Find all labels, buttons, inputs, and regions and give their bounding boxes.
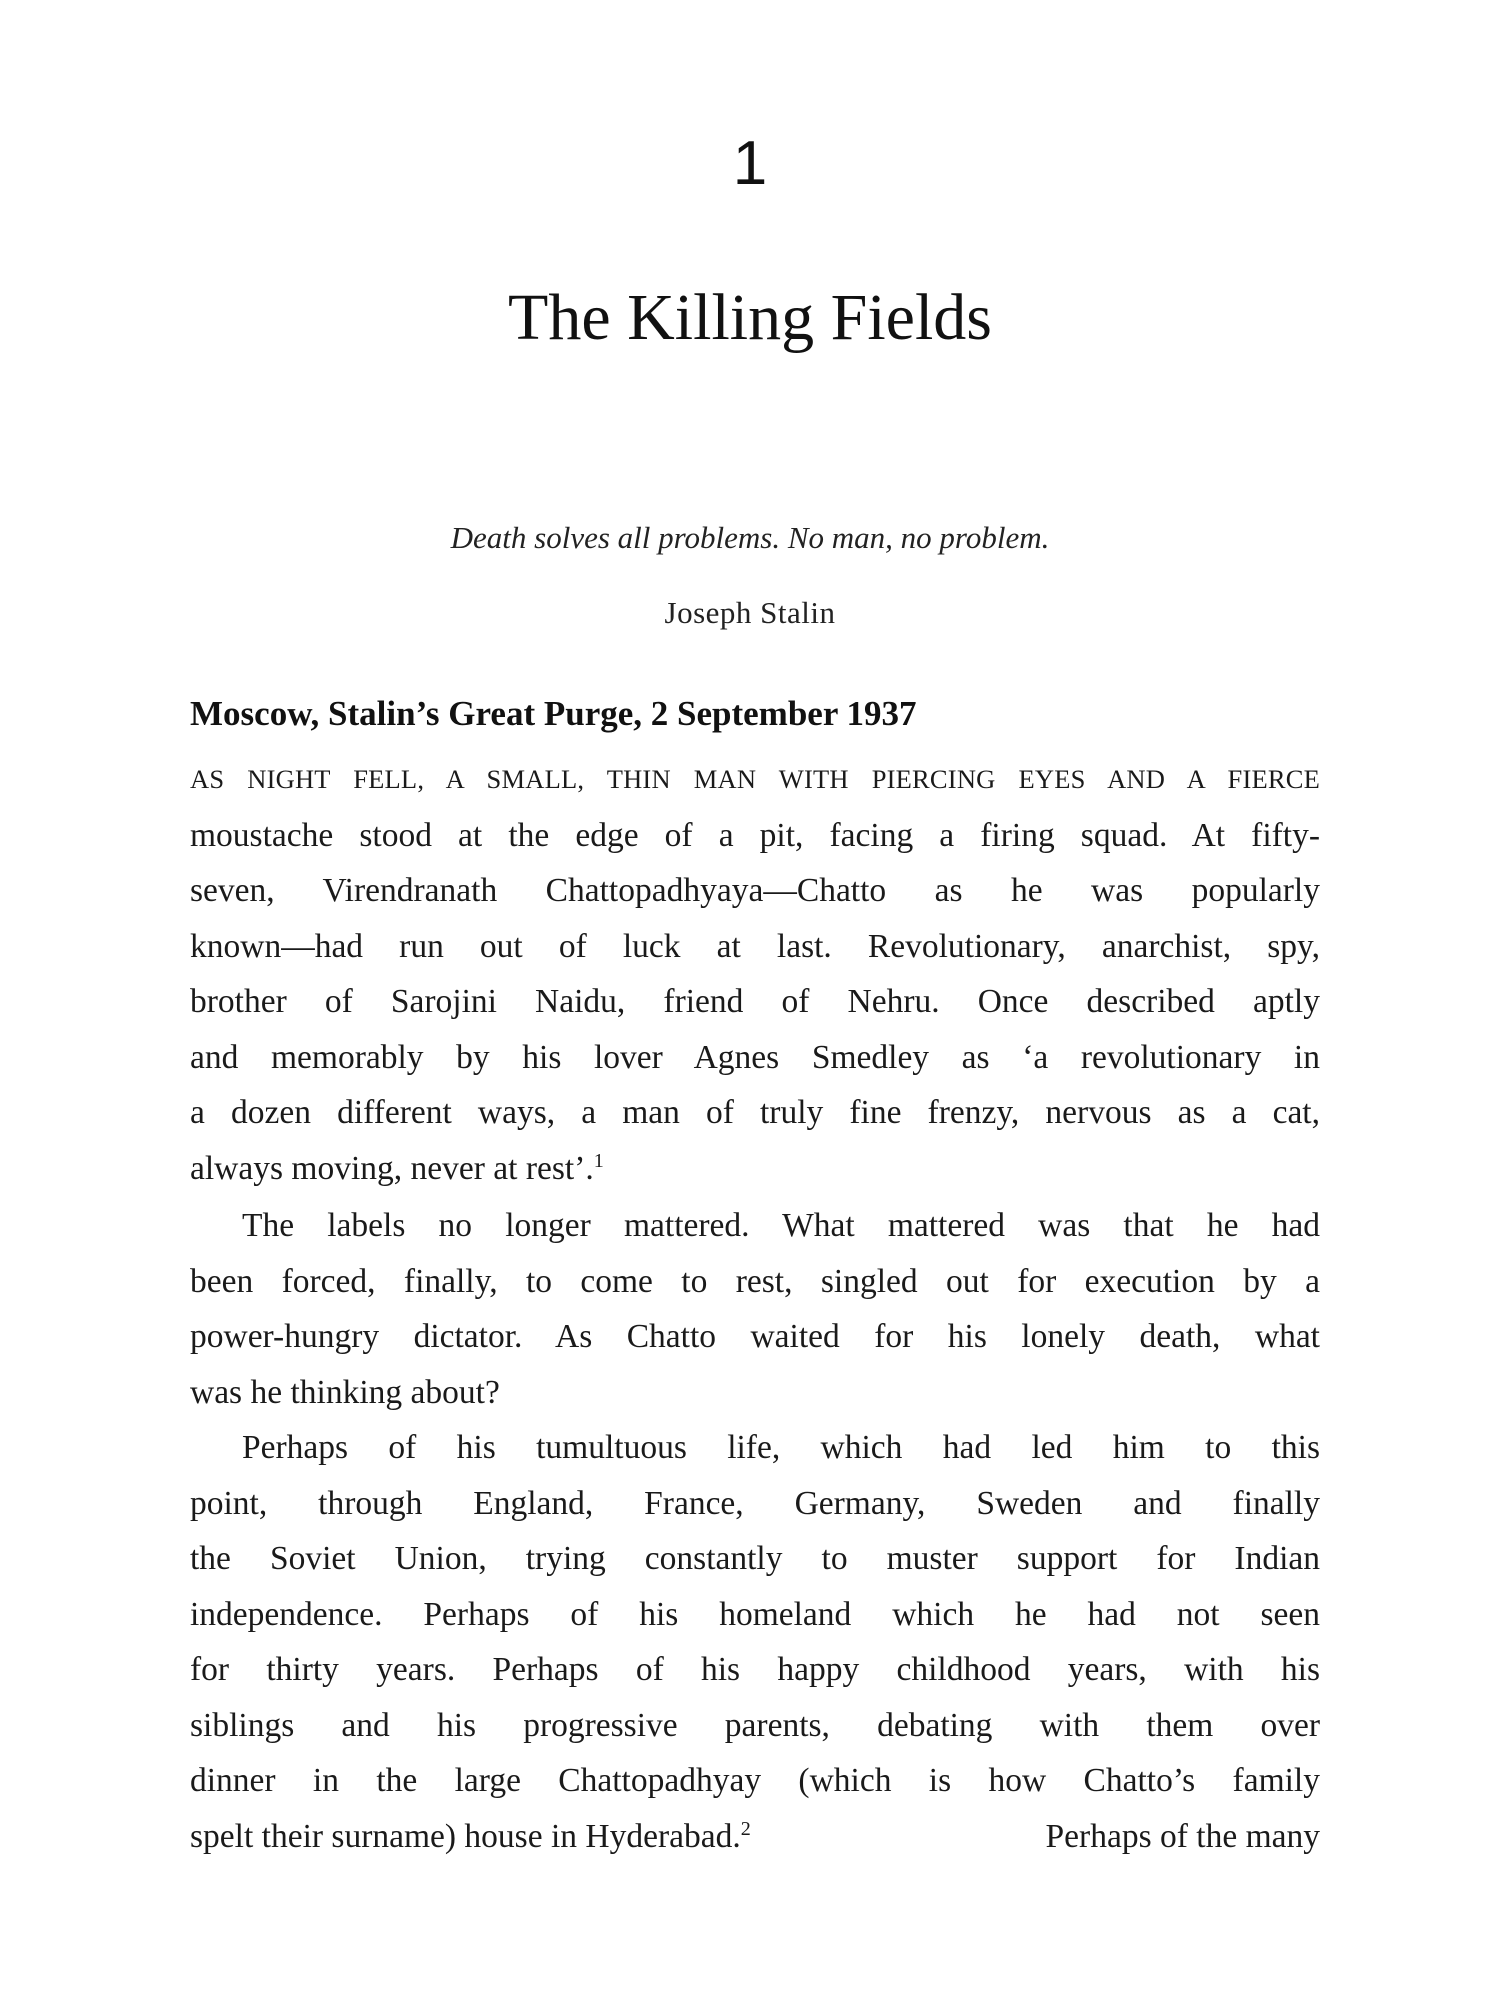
text-line: AS NIGHT FELL, A SMALL, THIN MAN WITH PIERCING EYES AND A FIERCE — [190, 764, 1320, 794]
text-line-content: always moving, never at rest’. — [190, 1149, 594, 1187]
chapter-number: 1 — [732, 129, 768, 198]
text-line: a dozen different ways, a man of truly fine frenzy, nervous as a cat, — [190, 1094, 1320, 1131]
text-line: known—had run out of luck at last. Revolutionary, anarchist, spy, — [190, 927, 1320, 965]
text-line — [190, 1141, 1320, 1197]
text-line: point, through England, France, Germany, Sweden and finally — [190, 1484, 1320, 1522]
text-line: the Soviet Union, trying constantly to muster support for Indian — [190, 1540, 1320, 1577]
text-line: been forced, finally, to come to rest, singled out for execution by a — [190, 1262, 1320, 1300]
text-line: power-hungry dictator. As Chatto waited for his lonely death, what — [190, 1318, 1320, 1355]
text-line: siblings and his progressive parents, debating with them over — [190, 1706, 1320, 1744]
section-heading: Moscow, Stalin’s Great Purge, 2 September 1937 — [190, 694, 917, 733]
paragraph-1 — [190, 752, 1320, 1196]
text-line: Perhaps of his tumultuous life, which had led him to this — [242, 1429, 1320, 1466]
paragraph-3 — [190, 1420, 1320, 1864]
chapter-title: The Killing Fields — [508, 281, 992, 354]
text-line-content — [190, 1809, 751, 1865]
footnote-marker: 2 — [740, 1817, 751, 1840]
text-line: seven, Virendranath Chattopadhyaya—Chatto as he was popularly — [190, 872, 1320, 909]
text-line-tail: Perhaps of the many — [1045, 1817, 1320, 1855]
paragraph-2 — [190, 1198, 1320, 1420]
text-line: was he thinking about? — [190, 1373, 500, 1411]
footnote-marker: 1 — [593, 1149, 604, 1172]
text-line: and memorably by his lover Agnes Smedley as ‘a revolutionary in — [190, 1038, 1320, 1076]
text-line: moustache stood at the edge of a pit, facing a firing squad. At fifty- — [190, 816, 1320, 854]
text-line: for thirty years. Perhaps of his happy childhood years, with his — [190, 1651, 1320, 1688]
epigraph-quote: Death solves all problems. No man, no problem. — [450, 520, 1050, 555]
text-line: independence. Perhaps of his homeland which he had not seen — [190, 1595, 1320, 1633]
text-line: The labels no longer mattered. What mattered was that he had — [242, 1207, 1320, 1244]
text-line-start: spelt their surname) house in Hyderabad. — [190, 1817, 741, 1855]
text-line: dinner in the large Chattopadhyay (which is how Chatto’s family — [190, 1762, 1320, 1799]
text-line — [190, 1809, 1320, 1865]
text-line: brother of Sarojini Naidu, friend of Nehru. Once described aptly — [190, 983, 1320, 1020]
epigraph-attribution: Joseph Stalin — [664, 595, 836, 630]
